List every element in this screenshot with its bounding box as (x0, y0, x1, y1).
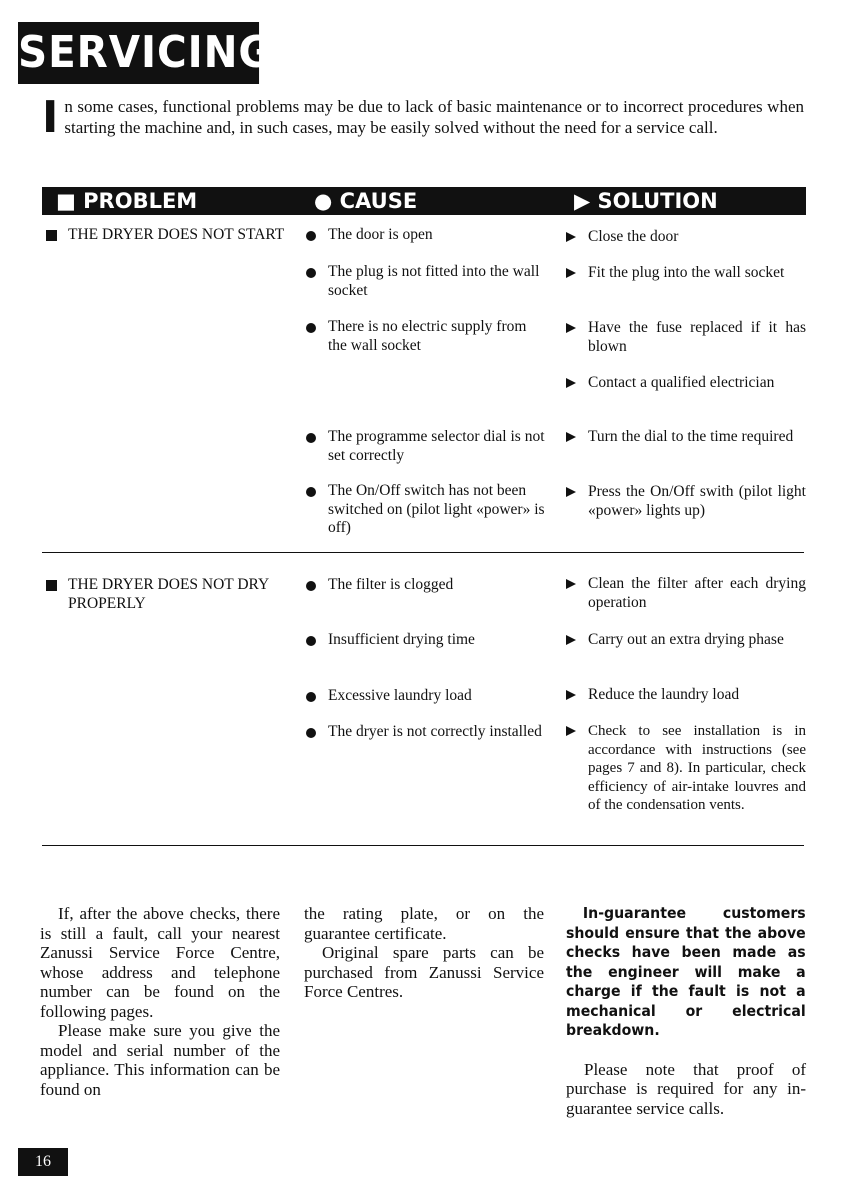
header-cause: ● CAUSE (314, 189, 418, 213)
triangle-bullet-icon (566, 487, 576, 497)
cause-item: The filter is clogged (306, 576, 548, 595)
intro-text: n some cases, functional problems may be due to lack of basic maintenance or to incorrect procedures when starting the machine and, in such cases, may be easily solved without the need for a service call. (64, 97, 804, 137)
intro-paragraph (42, 92, 804, 143)
cause-item: There is no electric supply from the wall socket (306, 318, 548, 355)
group-divider (42, 552, 804, 553)
triangle-bullet-icon (566, 378, 576, 388)
round-bullet-icon (306, 636, 316, 646)
table-bottom-rule (42, 845, 804, 846)
problem-item: THE DRYER DOES NOT START (46, 226, 286, 245)
header-problem: ■ PROBLEM (56, 189, 198, 213)
round-bullet-icon (306, 487, 316, 497)
text-column-2 (304, 904, 544, 1002)
triangle-bullet-icon (566, 726, 576, 736)
header-solution: ▶ SOLUTION (574, 189, 718, 213)
intro-dropcap: I (42, 92, 59, 143)
triangle-bullet-icon (566, 635, 576, 645)
paragraph: If, after the above checks, there is still a fault, call your nearest Zanussi Service Force Centre, whose address and telephone number can be found on the following pages. (40, 904, 280, 1021)
round-bullet-icon (306, 433, 316, 443)
round-bullet-icon (306, 268, 316, 278)
round-bullet-icon (306, 581, 316, 591)
round-bullet-icon (306, 231, 316, 241)
solution-item: Press the On/Off swith (pilot light «power» lights up) (566, 483, 806, 520)
square-bullet-icon (46, 230, 57, 241)
table-header (42, 187, 806, 215)
cause-item: The On/Off switch has not been switched on (pilot light «power» is off) (306, 482, 548, 538)
triangle-bullet-icon (566, 268, 576, 278)
triangle-bullet-icon (566, 432, 576, 442)
triangle-bullet-icon (566, 323, 576, 333)
paragraph: Please make sure you give the model and serial number of the appliance. This information can be found on (40, 1021, 280, 1099)
solution-item: Fit the plug into the wall socket (566, 264, 806, 283)
solution-item: Close the door (566, 228, 806, 247)
cause-item: The programme selector dial is not set correctly (306, 428, 548, 465)
cause-item: The dryer is not correctly installed (306, 723, 548, 742)
text-column-3 (566, 904, 806, 1118)
solution-item: Contact a qualified electrician (566, 374, 806, 393)
cause-item: The door is open (306, 226, 548, 245)
paragraph: Original spare parts can be purchased from Zanussi Service Force Centres. (304, 943, 544, 1001)
cause-item: Insufficient drying time (306, 631, 548, 650)
solution-item: Carry out an extra drying phase (566, 631, 806, 650)
triangle-bullet-icon (566, 232, 576, 242)
triangle-bullet-icon (566, 579, 576, 589)
solution-item: Clean the filter after each drying operation (566, 575, 806, 612)
square-bullet-icon (46, 580, 57, 591)
cause-item: The plug is not fitted into the wall socket (306, 263, 548, 300)
text-column-1 (40, 904, 280, 1099)
round-bullet-icon (306, 728, 316, 738)
solution-item: Reduce the laundry load (566, 686, 806, 705)
paragraph: Please note that proof of purchase is required for any in-guarantee service calls. (566, 1059, 806, 1118)
round-bullet-icon (306, 323, 316, 333)
problem-item: THE DRYER DOES NOT DRY PROPERLY (46, 576, 286, 613)
triangle-bullet-icon (566, 690, 576, 700)
paragraph: the rating plate, or on the guarantee certificate. (304, 904, 544, 943)
round-bullet-icon (306, 692, 316, 702)
solution-item: Turn the dial to the time required (566, 428, 806, 447)
solution-item: Have the fuse replaced if it has blown (566, 319, 806, 356)
guarantee-note: In-guarantee customers should ensure that the above checks have been made as the engineer will make a charge if the fault is not a mechanical or electrical breakdown. (566, 904, 806, 1039)
cause-item: Excessive laundry load (306, 687, 548, 706)
page-title: SERVICING (18, 22, 259, 84)
page-number: 16 (18, 1148, 68, 1176)
solution-item: Check to see installation is in accordance with instructions (see pages 7 and 8). In particular, check efficiency of air-intake louvres and of the condensation vents. (566, 722, 806, 815)
